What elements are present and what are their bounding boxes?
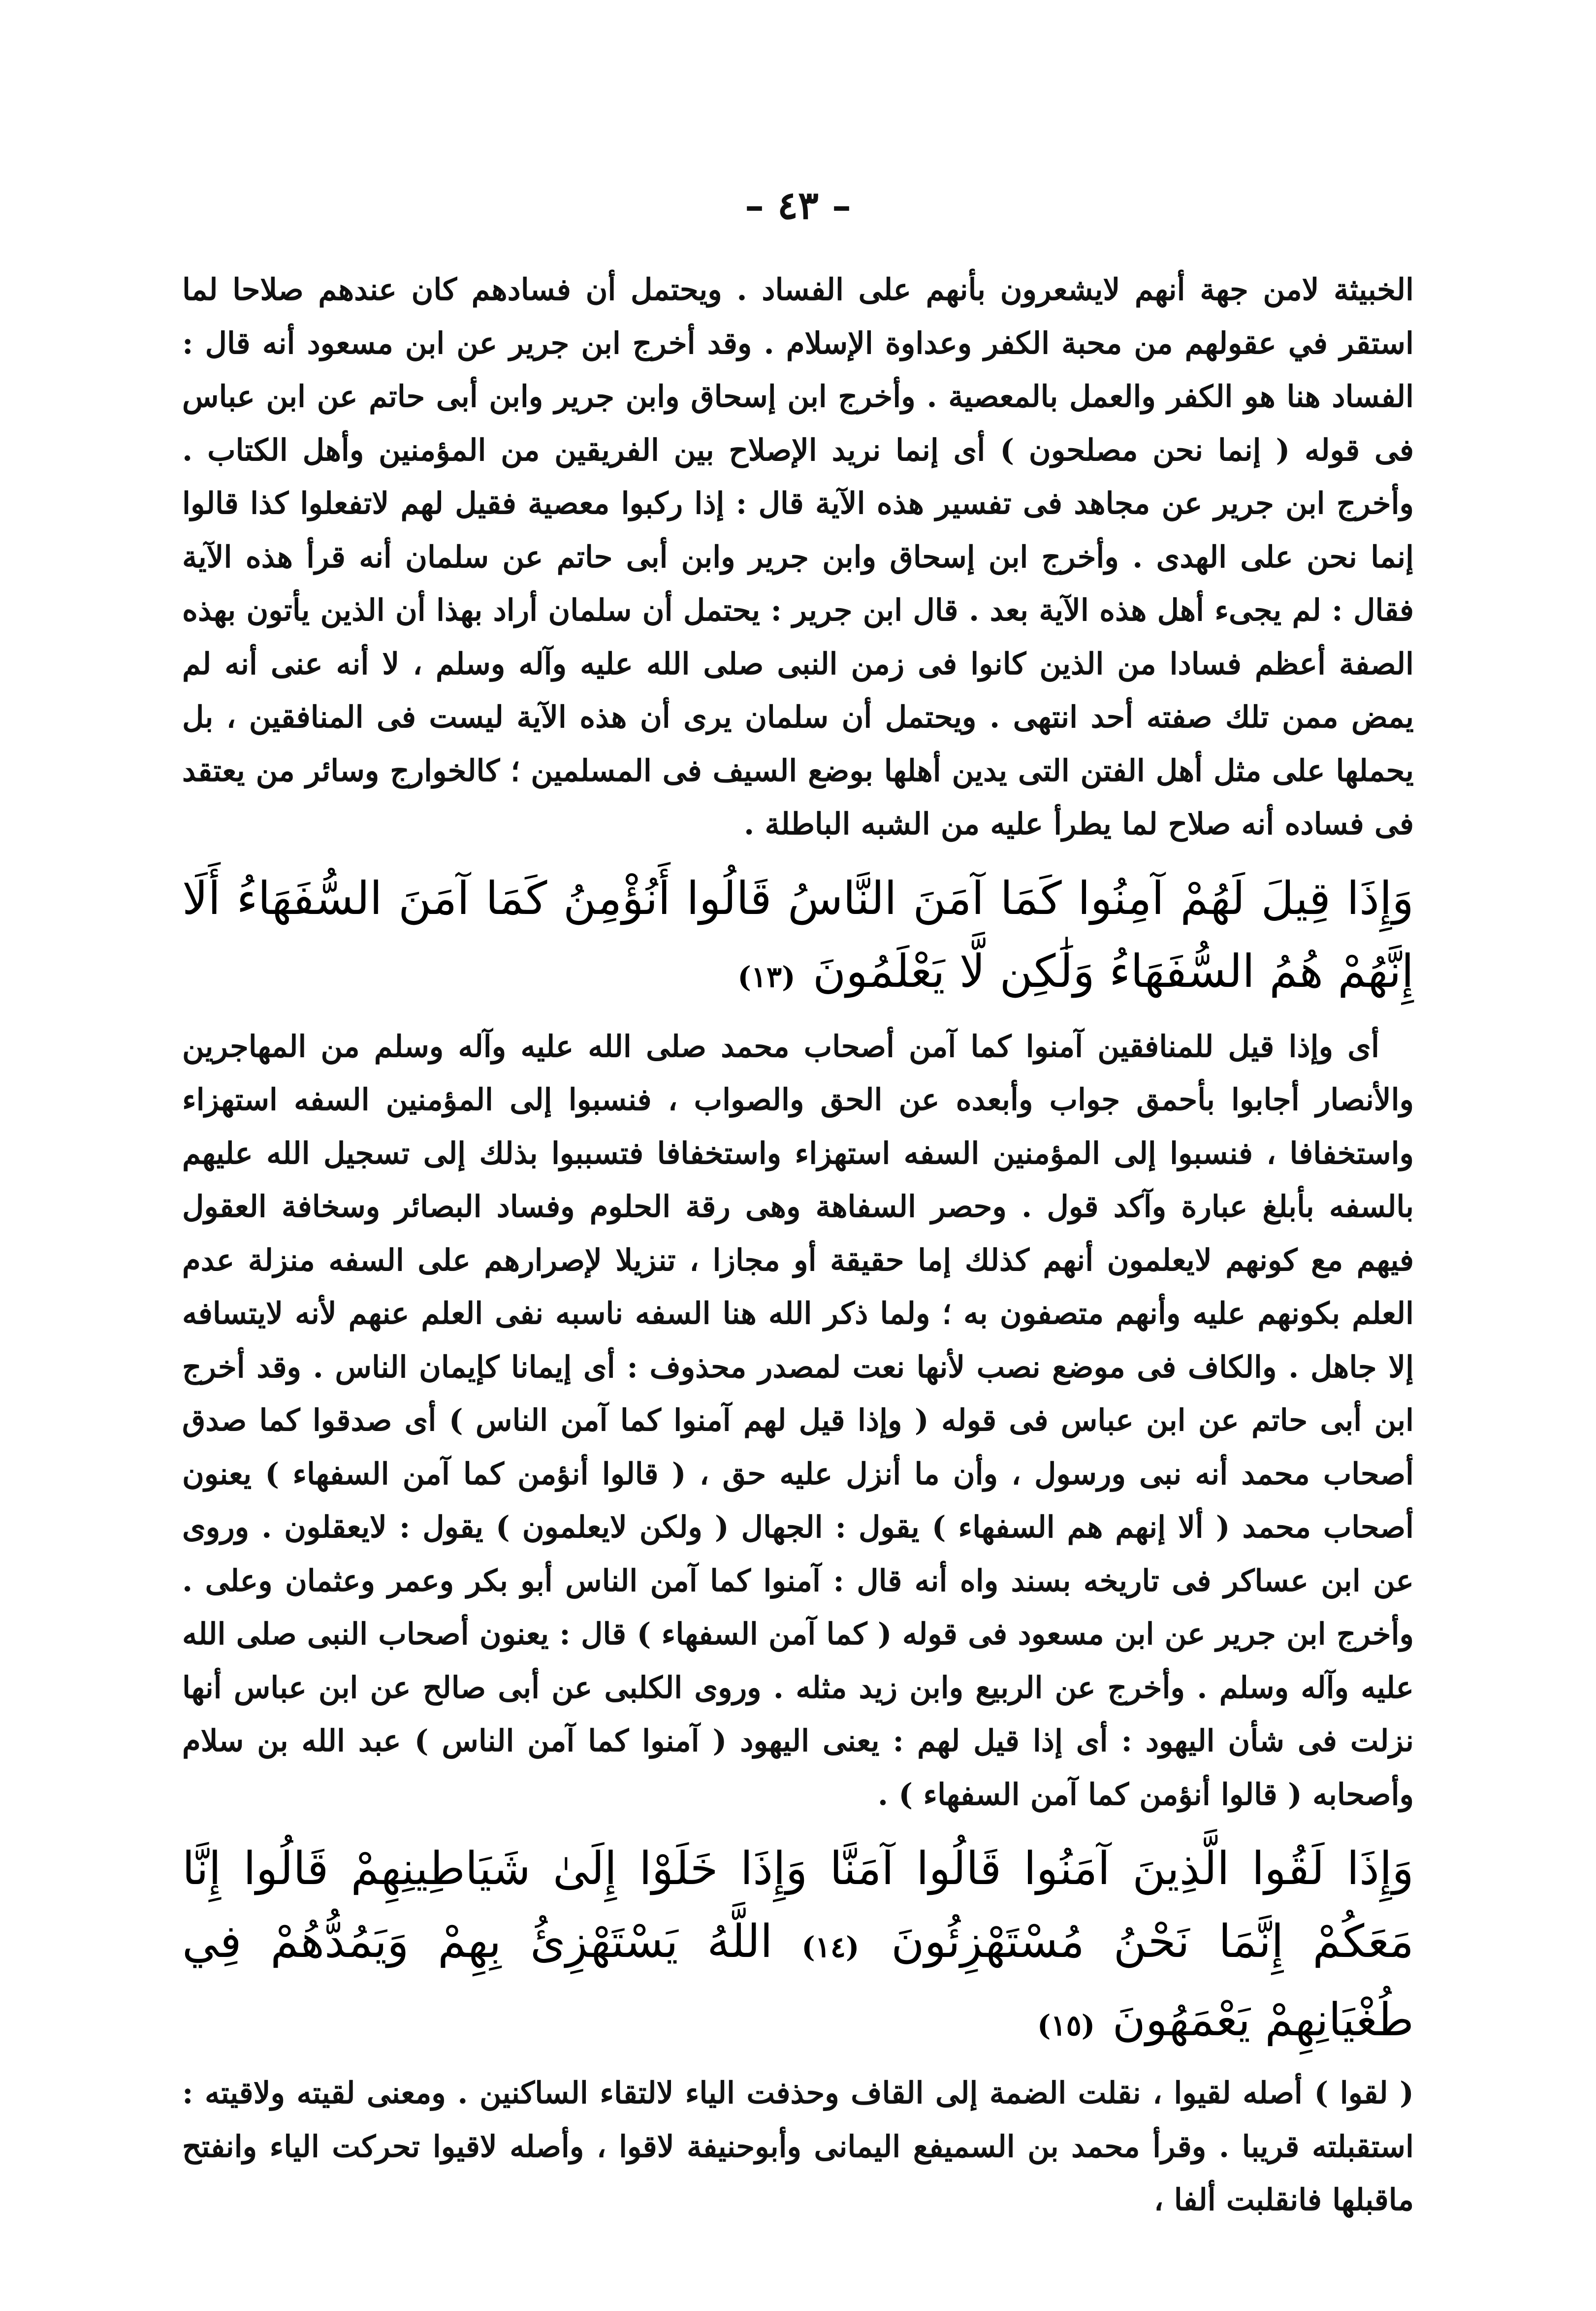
quran-verse-15-text: اللَّهُ يَسْتَهْزِئُ بِهِمْ وَيَمُدُّهُمْ فِي طُغْيَانِهِمْ يَعْمَهُونَ xyxy=(182,1915,1414,2046)
quran-verses-14-15-block xyxy=(182,1832,1414,2062)
commentary-paragraph-2: أى وإذا قيل للمنافقين آمنوا كما آمن أصحاب محمد صلى الله عليه وآله وسلم من المهاجرين والأنصار أجابوا بأحمق جواب وأبعده عن الحق والصواب ، فنسبوا إلى المؤمنين السفه استهزاء واستخفافا ، فنسبوا إلى المؤمنين السفه استهزاء واستخفافا فتسببوا بذلك إلى تسجيل الله عليهم بالسفه بأبلغ عبارة وآكد قول . وحصر السفاهة وهى رقة الحلوم وفساد البصائر وسخافة العقول فيهم مع كونهم لايعلمون أنهم كذلك إما حقيقة أو مجازا ، تنزيلا لإصرارهم على السفه منزلة عدم العلم بكونهم عليه وأنهم متصفون به ؛ ولما ذكر الله هنا السفه ناسبه نفى العلم عنهم لأنه لايتسافه إلا جاهل . والكاف فى موضع نصب لأنها نعت لمصدر محذوف : أى إيمانا كإيمان الناس . وقد أخرج ابن أبى حاتم عن ابن عباس فى قوله ( وإذا قيل لهم آمنوا كما آمن الناس ) أى صدقوا كما صدق أصحاب محمد أنه نبى ورسول ، وأن ما أنزل عليه حق ، ( قالوا أنؤمن كما آمن السفهاء ) يعنون أصحاب محمد ( ألا إنهم هم السفهاء ) يقول : الجهال ( ولكن لايعلمون ) يقول : لايعقلون . وروى عن ابن عساكر فى تاريخه بسند واه أنه قال : آمنوا كما آمن الناس أبو بكر وعمر وعثمان وعلى . وأخرج ابن جرير عن ابن مسعود فى قوله ( كما آمن السفهاء ) قال : يعنون أصحاب النبى صلى الله عليه وآله وسلم . وأخرج عن الربيع وابن زيد مثله . وروى الكلبى عن أبى صالح عن ابن عباس أنها نزلت فى شأن اليهود : أى إذا قيل لهم : يعنى اليهود ( آمنوا كما آمن الناس ) عبد الله بن سلام وأصحابه ( قالوا أنؤمن كما آمن السفهاء ) . xyxy=(182,1029,1414,1812)
page-body xyxy=(182,263,1414,2227)
quran-verse-14-text: وَإِذَا لَقُوا الَّذِينَ آمَنُوا قَالُوا آمَنَّا وَإِذَا خَلَوْا إِلَىٰ شَيَاطِينِهِمْ قَالُوا إِنَّا مَعَكُمْ إِنَّمَا نَحْنُ مُسْتَهْزِئُونَ xyxy=(182,1842,1414,1968)
commentary-paragraph-1: الخبيثة لامن جهة أنهم لايشعرون بأنهم على الفساد . ويحتمل أن فسادهم كان عندهم صلاحا لما استقر في عقولهم من محبة الكفر وعداوة الإسلام . وقد أخرج ابن جرير عن ابن مسعود أنه قال : الفساد هنا هو الكفر والعمل بالمعصية . وأخرج ابن إسحاق وابن جرير وابن أبى حاتم عن ابن عباس فى قوله ( إنما نحن مصلحون ) أى إنما نريد الإصلاح بين الفريقين من المؤمنين وأهل الكتاب . وأخرج ابن جرير عن مجاهد فى تفسير هذه الآية قال : إذا ركبوا معصية فقيل لهم لاتفعلوا كذا قالوا إنما نحن على الهدى . وأخرج ابن إسحاق وابن جرير وابن أبى حاتم عن سلمان أنه قرأ هذه الآية فقال : لم يجىء أهل هذه الآية بعد . قال ابن جرير : يحتمل أن سلمان أراد بهذا أن الذين يأتون بهذه الصفة أعظم فسادا من الذين كانوا فى زمن النبى صلى الله عليه وآله وسلم ، لا أنه عنى أنه لم يمض ممن تلك صفته أحد انتهى . ويحتمل أن سلمان يرى أن هذه الآية ليست فى المنافقين ، بل يحملها على مثل أهل الفتن التى يدين أهلها بوضع السيف فى المسلمين ؛ كالخوارج وسائر من يعتقد فى فساده أنه صلاح لما يطرأ عليه من الشبه الباطلة . xyxy=(182,272,1414,842)
verse-number-13: (١٣) xyxy=(737,960,796,994)
quran-verse-13-text: وَإِذَا قِيلَ لَهُمْ آمِنُوا كَمَا آمَنَ النَّاسُ قَالُوا أَنُؤْمِنُ كَمَا آمَنَ السُّفَهَاءُ أَلَا إِنَّهُمْ هُمُ السُّفَهَاءُ وَلَٰكِن لَّا يَعْلَمُونَ xyxy=(182,872,1414,998)
quran-verses-14-15 xyxy=(182,1832,1414,2062)
page-number: – ٤٣ – xyxy=(744,183,852,228)
quran-verse-13-block xyxy=(182,862,1414,1013)
commentary-paragraph-3: ( لقوا ) أصله لقيوا ، نقلت الضمة إلى القاف وحذفت الياء لالتقاء الساكنين . ومعنى لقيته ولاقيته : استقبلته قريبا . وقرأ محمد بن السميفع اليمانى وأبوحنيفة لاقوا ، وأصله لاقيوا تحركت الياء وانفتح ماقبلها فانقلبت ألفا ، xyxy=(182,2076,1414,2217)
quran-verse-13 xyxy=(182,862,1414,1013)
verse-number-15: (١٥) xyxy=(1037,2009,1095,2042)
verse-number-14: (١٤) xyxy=(801,1930,860,1964)
